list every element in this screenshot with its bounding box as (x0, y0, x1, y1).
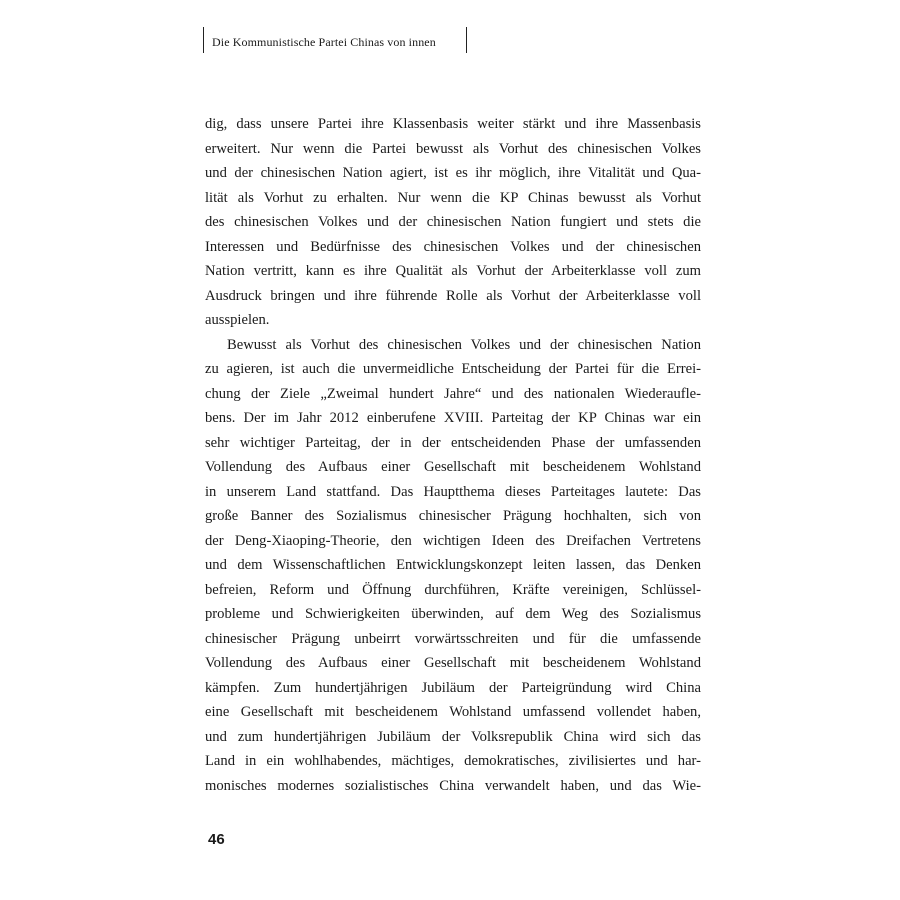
body-line: und der chinesischen Nation agiert, ist es ihr möglich, ihre Vitalität und Qua- (205, 165, 701, 181)
page-number: 46 (208, 831, 225, 848)
body-line: bens. Der im Jahr 2012 einberufene XVIII. Parteitag der KP Chinas war ein (205, 410, 701, 426)
body-line-paragraph-start: Bewusst als Vorhut des chinesischen Volkes und der chinesischen Nation (227, 336, 701, 353)
body-line: und zum hundertjährigen Jubiläum der Volksrepublik China wird sich das (205, 728, 701, 745)
body-line: chinesischer Prägung unbeirrt vorwärtsschreiten und für die umfassende (205, 630, 701, 647)
body-line: dig, dass unsere Partei ihre Klassenbasis weiter stärkt und ihre Massenbasis (205, 116, 701, 132)
body-line: befreien, Reform und Öffnung durchführen, Kräfte vereinigen, Schlüssel- (205, 581, 701, 598)
body-text (205, 112, 701, 798)
body-line: kämpfen. Zum hundertjährigen Jubiläum der Parteigründung wird China (205, 679, 701, 696)
body-line: Vollendung des Aufbaus einer Gesellschaft mit bescheidenem Wohlstand (205, 459, 701, 475)
body-line: chung der Ziele „Zweimal hundert Jahre“ und des nationalen Wiederaufle- (205, 385, 701, 402)
body-line: sehr wichtiger Parteitag, der in der entscheidenden Phase der umfassenden (205, 434, 701, 451)
body-line: zu agieren, ist auch die unvermeidliche Entscheidung der Partei für die Errei- (205, 361, 701, 377)
body-line: eine Gesellschaft mit bescheidenem Wohlstand umfassend vollendet haben, (205, 704, 701, 720)
body-line: und dem Wissenschaftlichen Entwicklungskonzept leiten lassen, das Denken (205, 557, 701, 573)
body-line: Land in ein wohlhabendes, mächtiges, demokratisches, zivilisiertes und har- (205, 753, 701, 769)
body-line: Ausdruck bringen und ihre führende Rolle als Vorhut der Arbeiterklasse voll (205, 287, 701, 304)
body-line: der Deng-Xiaoping-Theorie, den wichtigen Ideen des Dreifachen Vertretens (205, 532, 701, 549)
running-head-left-rule (203, 27, 204, 53)
running-head-title: Die Kommunistische Partei Chinas von innen (212, 35, 436, 49)
body-line: Nation vertritt, kann es ihre Qualität als Vorhut der Arbeiterklasse voll zum (205, 263, 701, 279)
running-head (203, 27, 467, 57)
body-line: probleme und Schwierigkeiten überwinden, auf dem Weg des Sozialismus (205, 606, 701, 622)
body-line: Vollendung des Aufbaus einer Gesellschaft mit bescheidenem Wohlstand (205, 655, 701, 671)
body-line: monisches modernes sozialistisches China verwandelt haben, und das Wie- (205, 777, 701, 794)
body-line: erweitert. Nur wenn die Partei bewusst als Vorhut des chinesischen Volkes (205, 140, 701, 157)
body-line: lität als Vorhut zu erhalten. Nur wenn die KP Chinas bewusst als Vorhut (205, 189, 701, 206)
body-line: Interessen und Bedürfnisse des chinesischen Volkes und der chinesischen (205, 238, 701, 255)
body-line: große Banner des Sozialismus chinesischer Prägung hochhalten, sich von (205, 508, 701, 524)
body-line: in unserem Land stattfand. Das Hauptthema dieses Parteitages lautete: Das (205, 483, 701, 500)
body-line: des chinesischen Volkes und der chinesischen Nation fungiert und stets die (205, 214, 701, 230)
running-head-right-rule (466, 27, 467, 53)
body-line-paragraph-end: ausspielen. (205, 312, 270, 328)
